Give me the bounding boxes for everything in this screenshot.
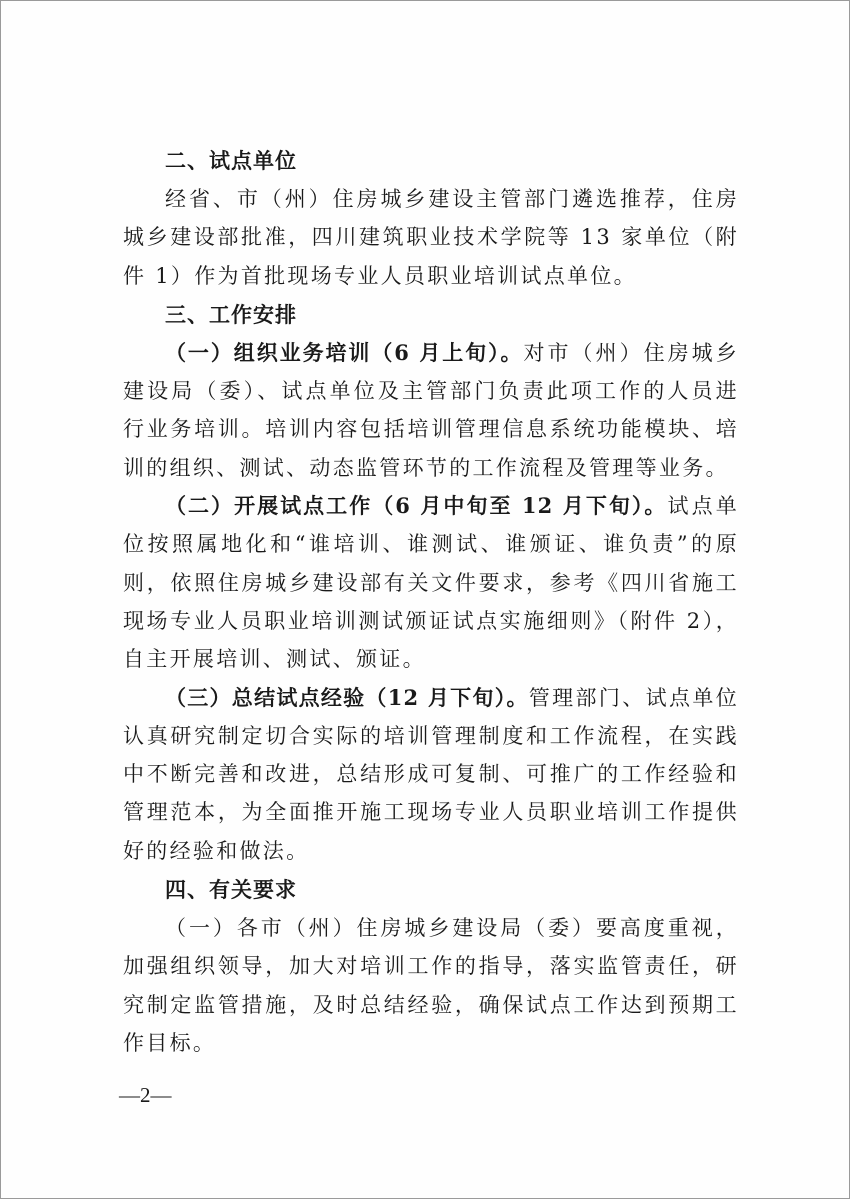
- work-item-summary-lead: （三）总结试点经验（12 月下旬）。: [165, 684, 529, 710]
- work-item-training-text: 对市（州）住房城乡建设局（委）、试点单位及主管部门负责此项工作的人员进行业务培训。培训内容包括培训管理信息系统功能模块、培训的组织、测试、动态监管环节的工作流程及管理等业务。: [123, 340, 739, 480]
- section-heading-work-arrangement: 三、工作安排: [165, 301, 297, 327]
- requirement-item-1-paragraph: （一）各市（州）住房城乡建设局（委）要高度重视，加强组织领导，加大对培训工作的指导，落实监管责任，研究制定监管措施，及时总结经验，确保试点工作达到预期工作目标。: [123, 916, 739, 1055]
- work-item-summary-text: 管理部门、试点单位认真研究制定切合实际的培训管理制度和工作流程，在实践中不断完善和改进，总结形成可复制、可推广的工作经验和管理范本，为全面推开施工现场专业人员职业培训工作提供好的经验和做法。: [123, 685, 740, 863]
- work-item-pilot-lead: （二）开展试点工作（6 月中旬至 12 月下旬）。: [165, 493, 668, 519]
- work-item-training-paragraph: [123, 334, 739, 487]
- page-number: —2—: [119, 1083, 172, 1107]
- pilot-units-paragraph: 经省、市（州）住房城乡建设主管部门遴选推荐，住房城乡建设部批准，四川建筑职业技术学院等 13 家单位（附件 1）作为首批现场专业人员职业培训试点单位。: [123, 187, 739, 288]
- work-item-pilot-paragraph: [123, 487, 739, 678]
- work-item-training-lead: （一）组织业务培训（6 月上旬）。: [165, 339, 524, 365]
- document-body: [123, 141, 739, 1062]
- section-heading-pilot-units: 二、试点单位: [165, 148, 297, 173]
- section-heading-requirements: 四、有关要求: [165, 877, 297, 903]
- work-item-summary-paragraph: [123, 679, 739, 870]
- work-item-pilot-text: 试点单位按照属地化和“谁培训、谁测试、谁颁证、谁负责”的原则，依照住房城乡建设部有关文件要求，参考《四川省施工现场专业人员职业培训测试颁证试点实施细则》（附件 2），自主开展培训、测试、颁证。: [123, 494, 739, 672]
